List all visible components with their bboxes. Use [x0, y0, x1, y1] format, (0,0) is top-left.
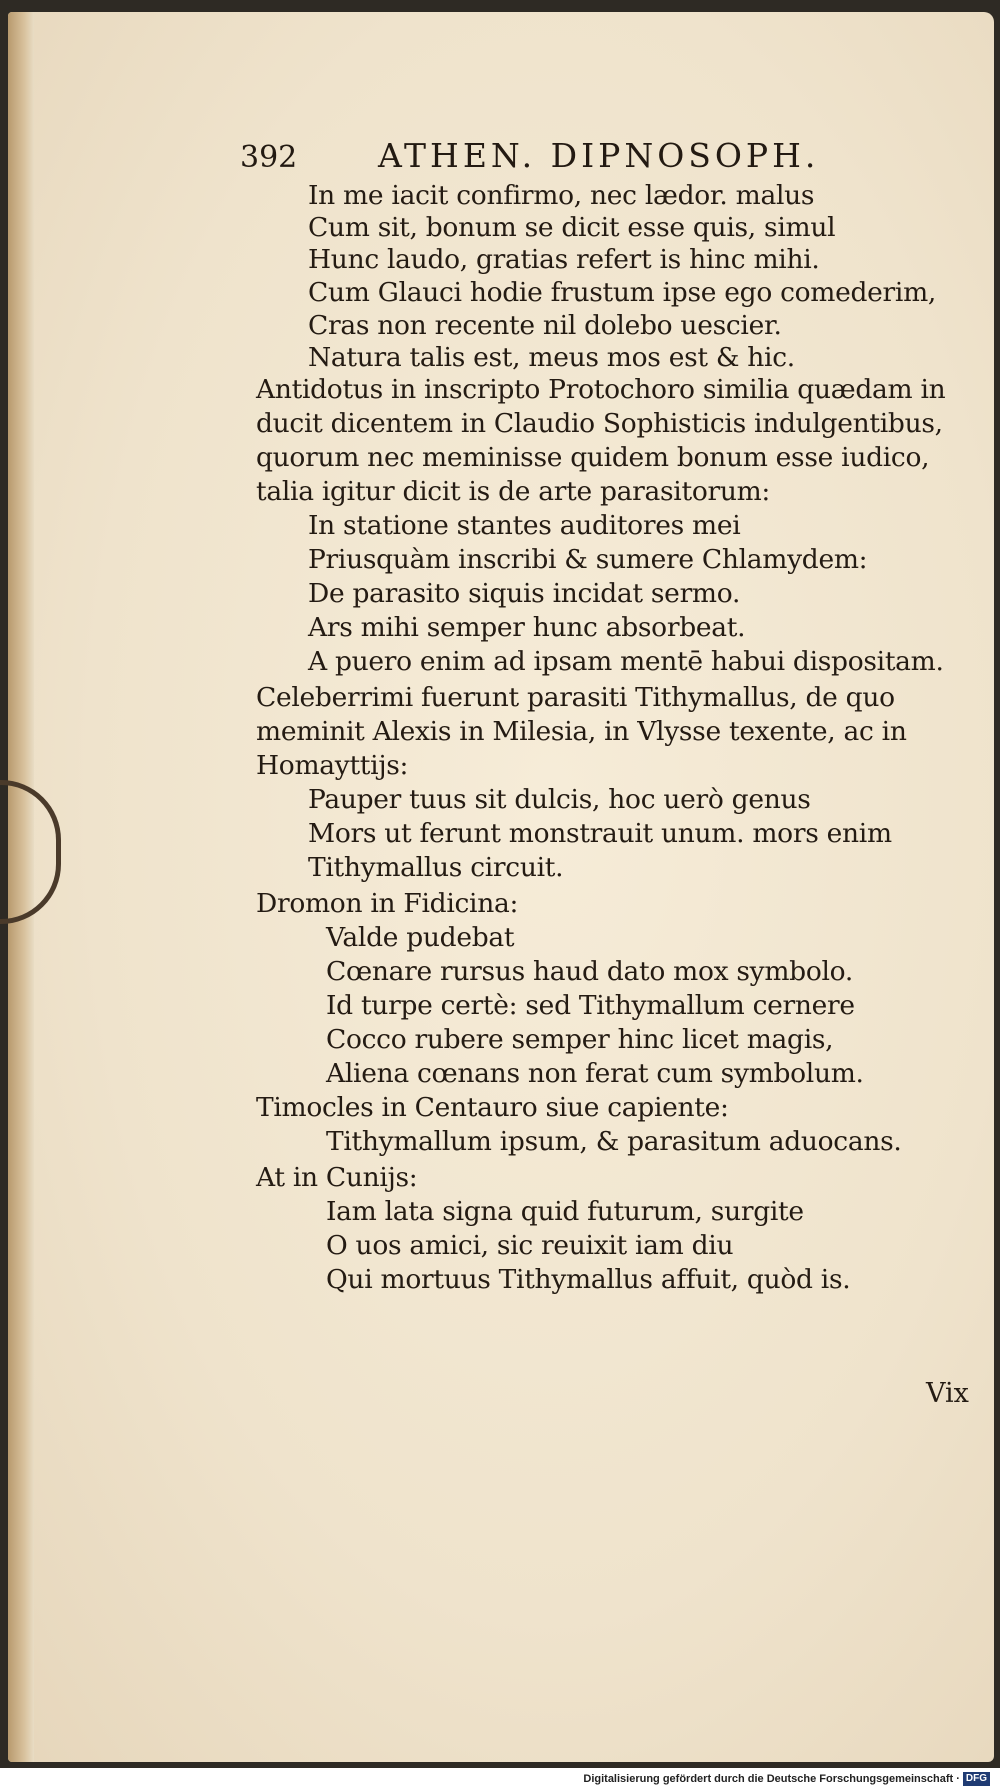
verse-line: Natura talis est, meus mos est & hic. — [308, 342, 795, 373]
prose-line: At in Cunijs: — [256, 1162, 418, 1193]
verse-line: Cœnare rursus haud dato mox symbolo. — [326, 956, 853, 987]
verse-line: Cum sit, bonum se dicit esse quis, simul — [308, 212, 836, 243]
verse-line: In statione stantes auditores mei — [308, 510, 741, 541]
page-number: 392 — [240, 140, 298, 175]
prose-line: talia igitur dicit is de arte parasitorum: — [256, 476, 771, 507]
book-page — [8, 12, 994, 1762]
verse-line: Id turpe certè: sed Tithymallum cernere — [326, 990, 855, 1021]
digitization-credit — [583, 1771, 990, 1787]
verse-line: Cum Glauci hodie frustum ipse ego comederim, — [308, 277, 937, 308]
prose-line: Homayttijs: — [256, 750, 409, 781]
verse-line: Cocco rubere semper hinc licet magis, — [326, 1024, 834, 1055]
binding-clip — [0, 780, 61, 924]
verse-line: O uos amici, sic reuixit iam diu — [326, 1230, 734, 1261]
verse-line: Priusquàm inscribi & sumere Chlamydem: — [308, 544, 868, 575]
verse-line: Qui mortuus Tithymallus affuit, quòd is. — [326, 1264, 851, 1295]
verse-line: Tithymallus circuit. — [308, 852, 564, 883]
verse-line: Hunc laudo, gratias refert is hinc mihi. — [308, 244, 820, 275]
verse-line: Aliena cœnans non ferat cum symbolum. — [326, 1058, 864, 1089]
verse-line: A puero enim ad ipsam mentē habui dispositam. — [308, 646, 944, 677]
prose-line: Antidotus in inscripto Protochoro similia quædam in — [256, 374, 946, 405]
running-title: ATHEN. DIPNOSOPH. — [378, 136, 820, 175]
verse-line: Ars mihi semper hunc absorbeat. — [308, 612, 746, 643]
prose-line: meminit Alexis in Milesia, in Vlysse texente, ac in — [256, 716, 907, 747]
prose-line: Timocles in Centauro siue capiente: — [256, 1092, 729, 1123]
verse-line: Mors ut ferunt monstrauit unum. mors enim — [308, 818, 892, 849]
prose-line: Celeberrimi fuerunt parasiti Tithymallus, de quo — [256, 682, 895, 713]
prose-line: quorum nec meminisse quidem bonum esse iudico, — [256, 442, 930, 473]
verse-line: Iam lata signa quid futurum, surgite — [326, 1196, 804, 1227]
verse-line: De parasito siquis incidat sermo. — [308, 578, 741, 609]
dfg-logo: DFG — [963, 1772, 990, 1786]
verse-line: Valde pudebat — [326, 922, 515, 953]
catchword: Vix — [926, 1378, 969, 1409]
credit-text: Digitalisierung gefördert durch die Deutsche Forschungsgemeinschaft · — [583, 1773, 960, 1785]
verse-line: Tithymallum ipsum, & parasitum aduocans. — [326, 1126, 902, 1157]
verse-line: Pauper tuus sit dulcis, hoc uerò genus — [308, 784, 811, 815]
prose-line: ducit dicentem in Claudio Sophisticis indulgentibus, — [256, 408, 943, 439]
verse-line: Cras non recente nil dolebo uescier. — [308, 310, 782, 341]
prose-line: Dromon in Fidicina: — [256, 888, 519, 919]
verse-line: In me iacit confirmo, nec lædor. malus — [308, 180, 815, 211]
